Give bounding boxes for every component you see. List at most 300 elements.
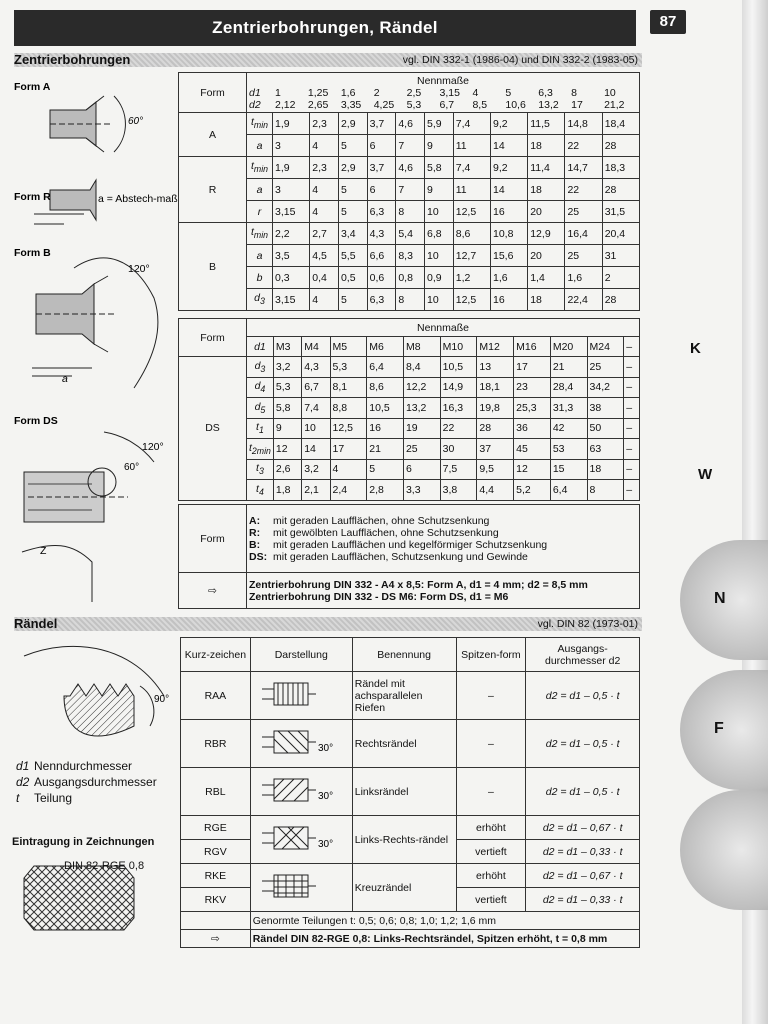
table-cell: 25 xyxy=(587,357,624,378)
table-cell: 45 xyxy=(514,439,551,460)
table-cell: 0,3 xyxy=(273,267,310,289)
table-cell: 12,7 xyxy=(453,245,490,267)
legend-item xyxy=(16,774,157,790)
form-b-label: Form B xyxy=(14,247,51,259)
d1-label: d1 xyxy=(249,86,261,99)
t2-row-DS xyxy=(179,480,640,501)
symbol-cell: $t_{min}$ xyxy=(247,157,273,179)
size-cell: M5 xyxy=(330,337,367,357)
table-cell: 3,7 xyxy=(367,113,396,135)
table-cell: 6,4 xyxy=(367,357,404,378)
table-cell: 34,2 xyxy=(587,377,624,398)
knurl-tip-form: vertieft xyxy=(456,888,526,912)
table-cell: 3,7 xyxy=(367,157,396,179)
table-cell: 16 xyxy=(367,418,404,439)
table-cell: 2,7 xyxy=(310,223,339,245)
knurl-tip-form: – xyxy=(456,720,526,768)
size-cell: M4 xyxy=(302,337,330,357)
form-notes-table xyxy=(178,504,640,609)
table-cell: 10,5 xyxy=(440,357,477,378)
form-note-line xyxy=(249,539,637,551)
d1-value: 1,25 xyxy=(307,86,329,99)
d2-value: 8,5 xyxy=(472,98,488,111)
t1-header-row xyxy=(179,73,640,113)
table-cell: 0,9 xyxy=(425,267,454,289)
knurl-code: RKE xyxy=(181,864,251,888)
section-header-zentrier xyxy=(14,53,642,67)
register-tab-blank[interactable] xyxy=(680,790,768,910)
symbol-cell: $t_{min}$ xyxy=(247,113,273,135)
table-cell: 8,6 xyxy=(367,377,404,398)
table-cell: 14 xyxy=(490,135,527,157)
table-cell: 5,3 xyxy=(330,357,367,378)
table-cell: 2,8 xyxy=(367,480,404,501)
table-cell: 16,3 xyxy=(440,398,477,419)
t1-form-header: Form xyxy=(179,73,247,113)
table-cell: 2,6 xyxy=(273,459,301,480)
table-cell: 6,7 xyxy=(302,377,330,398)
knurl-name: Rändel mit achsparallelen Riefen xyxy=(352,672,456,720)
symbol-cell: $d_5$ xyxy=(247,398,274,419)
t1-nenn-header: Nennmaße xyxy=(417,74,469,87)
knurl-formula: d2 = d1 – 0,67 · t xyxy=(526,864,640,888)
d2-value: 5,3 xyxy=(406,98,422,111)
table-cell: 12,2 xyxy=(403,377,440,398)
t1-row-R xyxy=(179,201,640,223)
legend-text: Nenndurchmesser xyxy=(34,759,133,773)
table-cell: 8 xyxy=(396,289,425,311)
table-cell: 6,4 xyxy=(550,480,587,501)
table-cell: 3,3 xyxy=(403,480,440,501)
drawing-entry-title: Eintragung in Zeichnungen xyxy=(12,836,155,848)
size-cell: M20 xyxy=(550,337,587,357)
table-cell: 11,5 xyxy=(528,113,565,135)
legend-key: d1 xyxy=(16,759,30,773)
table-cell: 16,4 xyxy=(565,223,602,245)
table-cell: 4 xyxy=(310,135,339,157)
form-a-label: Form A xyxy=(14,81,51,93)
table-cell: 10 xyxy=(425,289,454,311)
knurl-code: RAA xyxy=(181,672,251,720)
legend-text: Ausgangsdurchmesser xyxy=(34,775,157,789)
knurl-formula: d2 = d1 – 0,5 · t xyxy=(526,768,640,816)
d1-value: 5 xyxy=(505,86,512,99)
table-cell: 6,6 xyxy=(367,245,396,267)
title-bar xyxy=(14,10,636,46)
form-note-key: A: xyxy=(249,514,261,527)
knurl-illustration xyxy=(250,768,352,816)
knurl-example-arrow-icon: ⇨ xyxy=(181,930,251,948)
table-cell: 2 xyxy=(602,267,639,289)
t2-d1-label: d1 xyxy=(247,337,274,357)
center-hole-table-1 xyxy=(178,72,640,311)
t2-row-DS xyxy=(179,377,640,398)
table-cell: 38 xyxy=(587,398,624,419)
table-cell: 28 xyxy=(477,418,514,439)
table-cell: 9 xyxy=(425,179,454,201)
form-b-a-label: a xyxy=(62,373,68,385)
t2-header-row xyxy=(179,319,640,337)
knurl-angle-label: 30° xyxy=(318,743,334,754)
knurl-illustration xyxy=(250,816,352,864)
table-cell: 20,4 xyxy=(602,223,639,245)
table-cell: 22,4 xyxy=(565,289,602,311)
knurl-header-cell: Spitzen-form xyxy=(456,638,526,672)
table-cell: 12,5 xyxy=(453,289,490,311)
d2-value: 13,2 xyxy=(538,98,559,111)
tab-f-label: F xyxy=(714,720,724,737)
symbol-cell: $d_4$ xyxy=(247,377,274,398)
table-cell: 5,8 xyxy=(273,398,301,419)
table-cell: 19,8 xyxy=(477,398,514,419)
d1-value: 10 xyxy=(604,86,616,99)
t1-d-values xyxy=(249,87,637,111)
form-note-text: mit geraden Laufflächen, ohne Schutzsenkung xyxy=(273,514,490,527)
table-cell: 4 xyxy=(310,201,339,223)
knurl-formula: d2 = d1 – 0,5 · t xyxy=(526,672,640,720)
legend-item xyxy=(16,790,157,806)
table-cell: 5 xyxy=(338,179,367,201)
table-cell: 5 xyxy=(338,289,367,311)
knurl-norm-line: Genormte Teilungen t: 0,5; 0,6; 0,8; 1,0; 1,2; 1,6 mm xyxy=(250,912,639,930)
knurl-pattern-icon xyxy=(256,821,346,855)
knurl-angle90: 90° xyxy=(154,694,170,705)
table-cell: 3,5 xyxy=(273,245,310,267)
knurl-header-cell: Darstellung xyxy=(250,638,352,672)
d1-value: 6,3 xyxy=(538,86,553,99)
table-cell: 4,3 xyxy=(302,357,330,378)
knurl-angle-label: 30° xyxy=(318,839,334,850)
table-cell: 10 xyxy=(425,201,454,223)
form-note-line xyxy=(249,515,637,527)
legend-key: d2 xyxy=(16,775,30,789)
table-cell: 1,2 xyxy=(453,267,490,289)
form-note-key: B: xyxy=(249,538,261,551)
table-cell: 10,8 xyxy=(490,223,527,245)
size-cell: M10 xyxy=(440,337,477,357)
knurl-example: Rändel DIN 82-RGE 0,8: Links-Rechtsrändel, Spitzen erhöht, t = 0,8 mm xyxy=(250,930,639,948)
table-cell: 18 xyxy=(587,459,624,480)
size-cell: M16 xyxy=(514,337,551,357)
table-cell: 25 xyxy=(565,201,602,223)
table-cell: 53 xyxy=(550,439,587,460)
knurl-code: RBR xyxy=(181,720,251,768)
knurl-profile xyxy=(64,684,134,736)
table-cell: 21 xyxy=(367,439,404,460)
center-hole-drawings xyxy=(14,72,178,602)
d1-value: 3,15 xyxy=(439,86,460,99)
table-cell: 10,5 xyxy=(367,398,404,419)
table-cell: 23 xyxy=(514,377,551,398)
table-cell: 18 xyxy=(528,179,565,201)
knurl-tip-form: – xyxy=(456,672,526,720)
table-cell: 7,4 xyxy=(453,113,490,135)
knurl-pattern-icon xyxy=(256,677,346,711)
table-cell: 9 xyxy=(273,418,301,439)
knurl-pattern-icon xyxy=(256,725,346,759)
form-note-line xyxy=(249,551,637,563)
table-cell: 12,5 xyxy=(453,201,490,223)
legend-item xyxy=(16,758,157,774)
table-cell: 30 xyxy=(440,439,477,460)
section-header-raendel xyxy=(14,617,642,631)
knurl-illustration xyxy=(250,864,352,912)
knurl-header-cell: Benennung xyxy=(352,638,456,672)
size-cell: M6 xyxy=(367,337,404,357)
example-arrow-icon: ⇨ xyxy=(179,573,247,609)
size-cell: M24 xyxy=(587,337,624,357)
register-tab-f[interactable] xyxy=(680,670,768,790)
knurl-formula: d2 = d1 – 0,67 · t xyxy=(526,816,640,840)
form-note-key: R: xyxy=(249,526,261,539)
table-cell: 7 xyxy=(396,179,425,201)
symbol-cell: $t_{min}$ xyxy=(247,223,273,245)
form-ds-z: Z xyxy=(40,545,47,557)
table-cell: 3,4 xyxy=(338,223,367,245)
example-line-2: Zentrierbohrung DIN 332 - DS M6: Form DS, d1 = M6 xyxy=(249,590,509,603)
knurl-formula: d2 = d1 – 0,33 · t xyxy=(526,840,640,864)
table-cell: 28 xyxy=(602,289,639,311)
table-cell: 4 xyxy=(310,289,339,311)
table-cell: 6 xyxy=(367,179,396,201)
table-cell: 2,3 xyxy=(310,157,339,179)
table-cell: 18 xyxy=(528,135,565,157)
form-b-angle: 120° xyxy=(128,263,150,275)
symbol-cell: $t_1$ xyxy=(247,418,274,439)
table-cell: 7,4 xyxy=(453,157,490,179)
d2-value: 3,35 xyxy=(340,98,362,111)
t1-row-A xyxy=(179,135,640,157)
table-cell: 2,3 xyxy=(310,113,339,135)
knurl-tip-form: erhöht xyxy=(456,864,526,888)
table-cell: 16 xyxy=(490,289,527,311)
form-r-note: a = Abstech-maß xyxy=(98,193,178,205)
t2-nenn-header: Nennmaße xyxy=(247,319,640,337)
table-cell: 63 xyxy=(587,439,624,460)
form-notes-list xyxy=(247,505,640,573)
knurl-norm-spacer xyxy=(181,912,251,930)
table-cell: 7 xyxy=(396,135,425,157)
table-cell: 10 xyxy=(425,245,454,267)
form-label-A: A xyxy=(179,113,247,157)
legend-text: Teilung xyxy=(34,791,73,805)
table-cell: 42 xyxy=(550,418,587,439)
knurl-illustration xyxy=(250,720,352,768)
table-cell: 0,5 xyxy=(338,267,367,289)
symbol-cell: $t_4$ xyxy=(247,480,274,501)
table-cell: 15,6 xyxy=(490,245,527,267)
table-cell: 1,9 xyxy=(273,113,310,135)
form-note-text: mit geraden Laufflächen, Schutzsenkung und Gewinde xyxy=(273,550,528,563)
d2-value: 10,6 xyxy=(505,98,526,111)
center-hole-table-2 xyxy=(178,318,640,501)
table-cell: 5 xyxy=(338,201,367,223)
knurl-code: RGE xyxy=(181,816,251,840)
table-cell: 1,8 xyxy=(273,480,301,501)
knurl-formula: d2 = d1 – 0,33 · t xyxy=(526,888,640,912)
size-cell: – xyxy=(624,337,640,357)
knurl-row xyxy=(181,768,640,816)
table-cell: 36 xyxy=(514,418,551,439)
table-cell: – xyxy=(624,480,640,501)
table-cell: 4,6 xyxy=(396,113,425,135)
symbol-cell: $d_3$ xyxy=(247,357,274,378)
table-cell: 21 xyxy=(550,357,587,378)
d1-value: 1 xyxy=(275,86,281,99)
table-cell: 10 xyxy=(302,418,330,439)
knurl-name: Kreuzrändel xyxy=(352,864,456,912)
table-cell: 5,8 xyxy=(425,157,454,179)
examples-cell xyxy=(247,573,640,609)
knurl-row xyxy=(181,672,640,720)
knurl-example-row xyxy=(181,930,640,948)
table-cell: 28,4 xyxy=(550,377,587,398)
section-title-2: Rändel xyxy=(14,616,58,631)
table-cell: 3,15 xyxy=(273,201,310,223)
table-cell: 9 xyxy=(425,135,454,157)
table-cell: 18,1 xyxy=(477,377,514,398)
table-cell: 4,3 xyxy=(367,223,396,245)
knurl-norm-row xyxy=(181,912,640,930)
form-ds-angle60: 60° xyxy=(124,462,140,473)
knurl-name: Links-Rechts-rändel xyxy=(352,816,456,864)
d2-value: 6,7 xyxy=(439,98,455,111)
table-cell: 22 xyxy=(565,179,602,201)
table-cell: 1,4 xyxy=(528,267,565,289)
t1-row-R xyxy=(179,179,640,201)
knurl-header-row xyxy=(181,638,640,672)
table-cell: 13 xyxy=(477,357,514,378)
table-cell: 2,4 xyxy=(330,480,367,501)
table-cell: 8,1 xyxy=(330,377,367,398)
table-cell: 9,2 xyxy=(490,113,527,135)
table-cell: 13,2 xyxy=(403,398,440,419)
table-cell: 28 xyxy=(602,135,639,157)
table-cell: 11,4 xyxy=(528,157,565,179)
size-cell: M12 xyxy=(477,337,514,357)
table-cell: 12 xyxy=(273,439,301,460)
symbol-cell: a xyxy=(247,135,273,157)
form-label-DS: DS xyxy=(179,357,247,501)
knurl-table xyxy=(180,637,640,948)
table-cell: 3,8 xyxy=(440,480,477,501)
table-cell: 6 xyxy=(367,135,396,157)
table-cell: 22 xyxy=(440,418,477,439)
table-cell: 3 xyxy=(273,179,310,201)
table-cell: 8 xyxy=(587,480,624,501)
table-cell: – xyxy=(624,459,640,480)
knurl-header-cell: Kurz-zeichen xyxy=(181,638,251,672)
t2-row-DS xyxy=(179,418,640,439)
knurl-row xyxy=(181,816,640,840)
t2-row-DS xyxy=(179,357,640,378)
d2-value: 4,25 xyxy=(373,98,395,111)
table-cell: 20 xyxy=(528,245,565,267)
knurl-row xyxy=(181,864,640,888)
table-cell: 0,4 xyxy=(310,267,339,289)
knurl-legend xyxy=(16,758,157,806)
d1-value: 8 xyxy=(571,86,578,99)
knurl-angle-label: 30° xyxy=(318,791,334,802)
symbol-cell: a xyxy=(247,179,273,201)
table-cell: 20 xyxy=(528,201,565,223)
table-cell: 6,3 xyxy=(367,201,396,223)
table-cell: 5 xyxy=(367,459,404,480)
symbol-cell: $t_3$ xyxy=(247,459,274,480)
t2-size-row xyxy=(179,337,640,357)
table-cell: 2,1 xyxy=(302,480,330,501)
drawing-entry-label: DIN 82-RGE 0,8 xyxy=(64,860,145,872)
table-cell: 31,3 xyxy=(550,398,587,419)
table-cell: 3,2 xyxy=(273,357,301,378)
form-note-line xyxy=(249,527,637,539)
table-cell: 6,8 xyxy=(425,223,454,245)
table-cell: 22 xyxy=(565,135,602,157)
table-cell: 19 xyxy=(403,418,440,439)
section-ref: vgl. DIN 332-1 (1986-04) und DIN 332-2 (1983-05) xyxy=(402,54,638,66)
table-cell: 7,4 xyxy=(302,398,330,419)
knurl-header-cell: Ausgangs-durchmesser d2 xyxy=(526,638,640,672)
symbol-cell: r xyxy=(247,201,273,223)
form-label-B: B xyxy=(179,223,247,311)
t1-row-B xyxy=(179,245,640,267)
table-cell: 14,7 xyxy=(565,157,602,179)
t2-row-DS xyxy=(179,398,640,419)
page-number: 87 xyxy=(650,10,686,34)
t2-row-DS xyxy=(179,459,640,480)
d1-value: 2,5 xyxy=(406,86,422,99)
t2-form-header: Form xyxy=(179,319,247,357)
page-title: Zentrierbohrungen, Rändel xyxy=(212,18,438,37)
table-cell: – xyxy=(624,439,640,460)
symbol-cell: a xyxy=(247,245,273,267)
form-ds-label: Form DS xyxy=(14,415,58,427)
table-cell: 5,4 xyxy=(396,223,425,245)
table-cell: 12,9 xyxy=(528,223,565,245)
section-ref-2: vgl. DIN 82 (1973-01) xyxy=(537,618,638,630)
register-tab-n[interactable] xyxy=(680,540,768,660)
table-cell: – xyxy=(624,418,640,439)
table-cell: 0,8 xyxy=(396,267,425,289)
table-cell: 5,2 xyxy=(514,480,551,501)
table-cell: 6 xyxy=(403,459,440,480)
d2-value: 2,65 xyxy=(307,98,329,111)
table-cell: 2,9 xyxy=(338,157,367,179)
form-notes-label: Form xyxy=(179,505,247,573)
table-cell: 25 xyxy=(565,245,602,267)
table-cell: 4,4 xyxy=(477,480,514,501)
d2-label: d2 xyxy=(249,98,261,111)
d2-value: 2,12 xyxy=(275,98,296,111)
table-cell: 9,2 xyxy=(490,157,527,179)
table-cell: 6,3 xyxy=(367,289,396,311)
table-cell: 25,3 xyxy=(514,398,551,419)
knurl-code: RGV xyxy=(181,840,251,864)
table-cell: 11 xyxy=(453,135,490,157)
knurl-tip-form: vertieft xyxy=(456,840,526,864)
table-cell: 37 xyxy=(477,439,514,460)
table-cell: 3 xyxy=(273,135,310,157)
table-cell: – xyxy=(624,398,640,419)
table-cell: 25 xyxy=(403,439,440,460)
table-cell: 8,6 xyxy=(453,223,490,245)
form-note-text: mit geraden Laufflächen und kegelförmiger Schutzsenkung xyxy=(273,538,548,551)
example-line-1: Zentrierbohrung DIN 332 - A4 x 8,5: Form A, d1 = 4 mm; d2 = 8,5 mm xyxy=(249,578,588,591)
table-cell: 17 xyxy=(514,357,551,378)
table-cell: 3,15 xyxy=(273,289,310,311)
table-cell: 8 xyxy=(396,201,425,223)
t1-row-B xyxy=(179,223,640,245)
